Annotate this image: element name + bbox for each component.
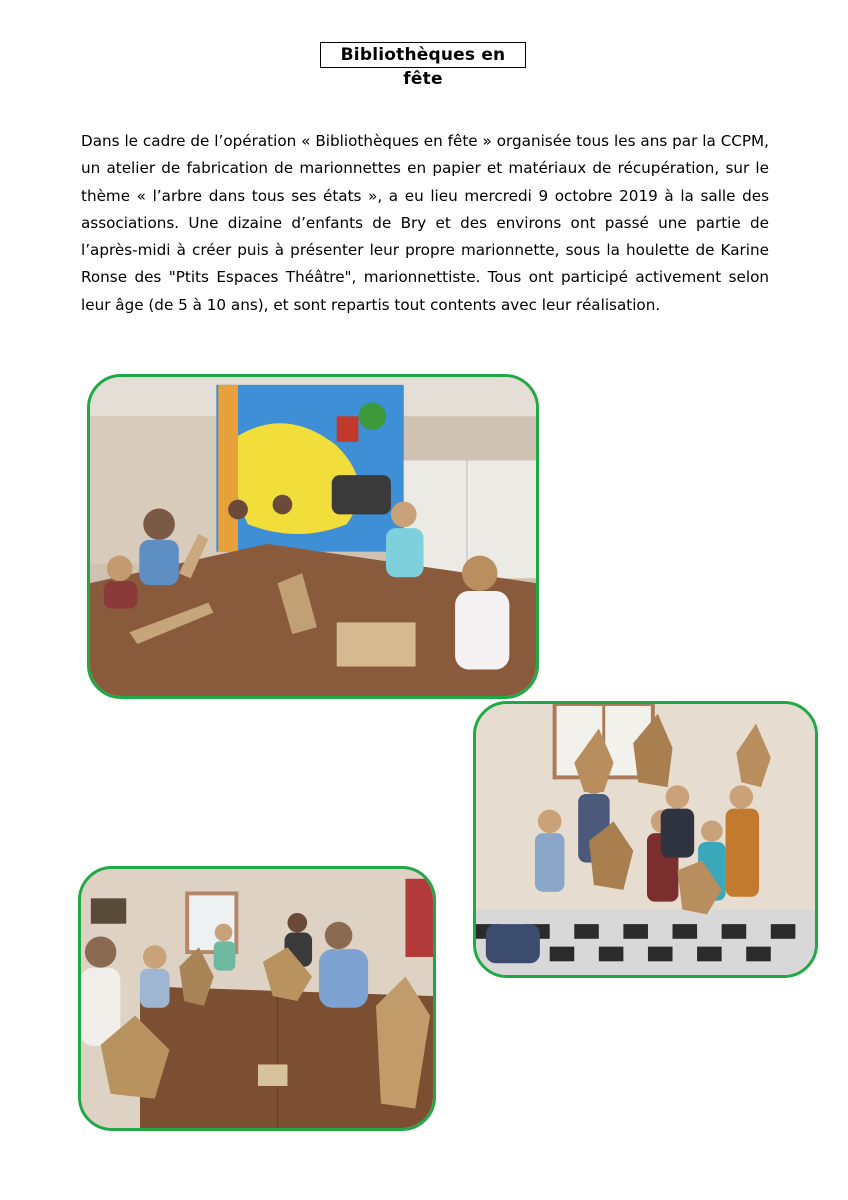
page-title: Bibliothèques en fête	[320, 42, 526, 68]
photo-children-puppets	[473, 701, 818, 978]
photo-crafting-table	[78, 866, 436, 1131]
photo-workshop-table	[87, 374, 539, 699]
photo-workshop-table-image	[90, 377, 536, 696]
photo-children-puppets-image	[476, 704, 815, 975]
article-paragraph: Dans le cadre de l’opération « Bibliothèques en fête » organisée tous les ans par la CCPM, un atelier de fabrication de marionnettes en papier et matériaux de récupération, sur le thème « l’arbre dans tous ses états », a eu lieu mercredi 9 octobre 2019 à la salle des associations. Une dizaine d’enfants de Bry et des environs ont passé une partie de l’après-midi à créer puis à présenter leur propre marionnette, sous la houlette de Karine Ronse des "Ptits Espaces Théâtre", marionnettiste. Tous ont participé activement selon leur âge (de 5 à 10 ans), et sont repartis tout contents avec leur réalisation.	[81, 132, 769, 314]
photo-crafting-table-image	[81, 869, 433, 1128]
